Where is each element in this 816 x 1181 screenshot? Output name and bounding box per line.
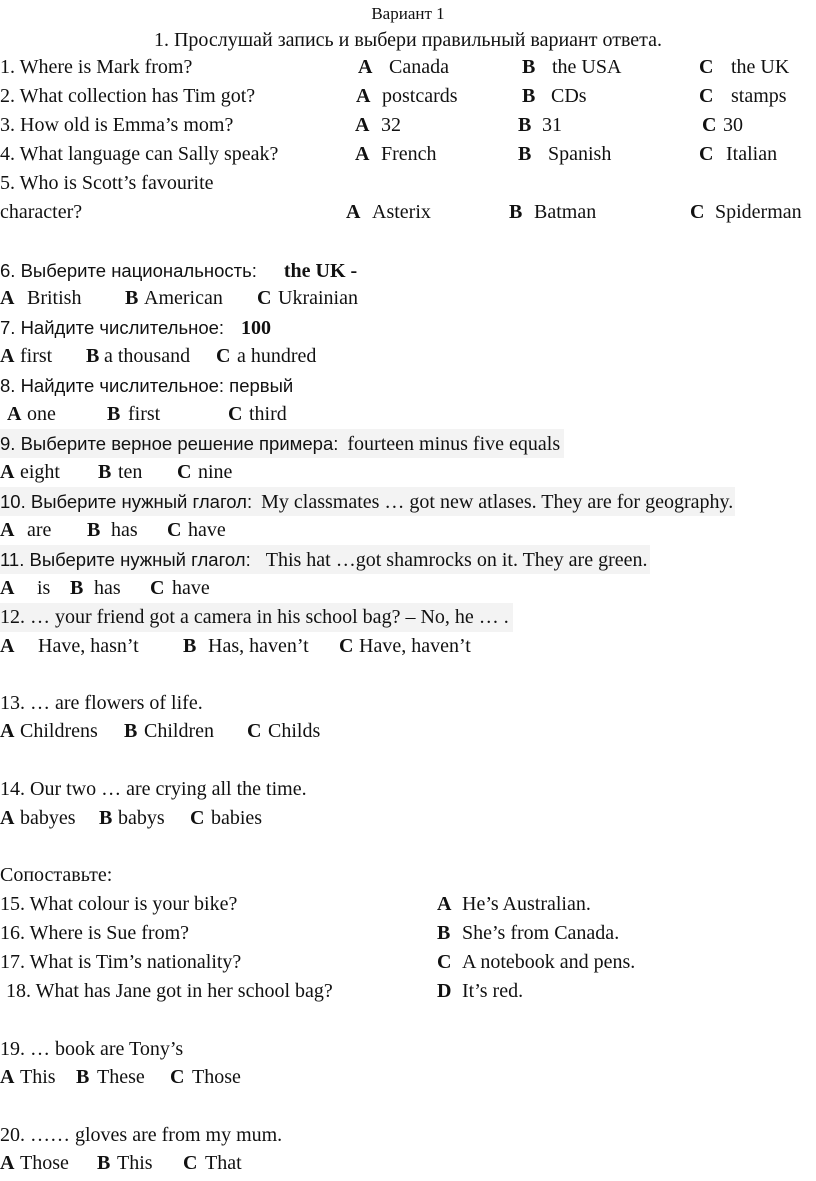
option-b: Spanish bbox=[548, 143, 612, 165]
option-a: French bbox=[381, 143, 437, 165]
option-letter-a: A bbox=[0, 1152, 15, 1174]
option-letter-a: A bbox=[0, 1066, 15, 1088]
option-letter-b: B bbox=[518, 143, 532, 165]
option-letter-c: C bbox=[699, 85, 714, 107]
option-letter-a: A bbox=[0, 345, 15, 367]
option-c: stamps bbox=[731, 85, 787, 107]
option-letter-c: C bbox=[699, 56, 714, 78]
option-c: 30 bbox=[723, 114, 743, 136]
option-a: are bbox=[27, 519, 52, 541]
options-13 bbox=[0, 717, 816, 746]
option-letter-c: C bbox=[183, 1152, 198, 1174]
option-letter-a: A bbox=[0, 577, 15, 599]
match-answer: She’s from Canada. bbox=[462, 922, 620, 944]
question-8: 8. Найдите числительное: первый bbox=[0, 375, 294, 396]
option-c: have bbox=[172, 577, 210, 599]
option-letter-c: C bbox=[190, 807, 205, 829]
question-3 bbox=[0, 111, 816, 140]
option-letter-a: A bbox=[0, 635, 15, 657]
option-c: Those bbox=[192, 1066, 241, 1088]
option-letter-a: A bbox=[0, 807, 15, 829]
question-word: the UK - bbox=[283, 260, 358, 282]
option-a: is bbox=[37, 577, 51, 599]
option-letter-a: A bbox=[0, 720, 15, 742]
option-letter-a: A bbox=[355, 114, 370, 136]
option-letter-a: A bbox=[346, 201, 361, 223]
option-letter-c: C bbox=[150, 577, 165, 599]
option-letter-a: A bbox=[356, 85, 371, 107]
options-8 bbox=[0, 400, 816, 429]
option-c: That bbox=[205, 1152, 242, 1174]
option-letter-a: A bbox=[358, 56, 373, 78]
question-5 bbox=[0, 198, 816, 227]
question-11 bbox=[0, 545, 650, 574]
question-text: 4. What language can Sally speak? bbox=[0, 143, 279, 165]
option-c: babies bbox=[211, 807, 263, 829]
option-b: ten bbox=[118, 461, 143, 483]
option-letter-a: A bbox=[7, 403, 22, 425]
match-row-15 bbox=[0, 890, 816, 919]
option-a: 32 bbox=[381, 114, 401, 136]
option-letter-b: B bbox=[124, 720, 138, 742]
option-c: have bbox=[188, 519, 226, 541]
question-text: 2. What collection has Tim got? bbox=[0, 85, 256, 107]
option-letter-c: C bbox=[167, 519, 182, 541]
option-letter-b: B bbox=[509, 201, 523, 223]
option-a: babyes bbox=[20, 807, 76, 829]
option-b: a thousand bbox=[104, 345, 191, 367]
option-letter-b: B bbox=[87, 519, 101, 541]
option-letter-b: B bbox=[125, 287, 139, 309]
option-a: This bbox=[20, 1066, 56, 1088]
option-b: has bbox=[111, 519, 138, 541]
question-text-en: My classmates … got new atlases. They are for geography. bbox=[261, 491, 734, 513]
option-letter-b: B bbox=[97, 1152, 111, 1174]
question-6 bbox=[0, 256, 357, 285]
question-text-en: fourteen minus five equals bbox=[347, 433, 561, 455]
match-question: 17. What is Tim’s nationality? bbox=[0, 951, 242, 973]
question-13: 13. … are flowers of life. bbox=[0, 692, 203, 714]
option-letter-c: C bbox=[247, 720, 262, 742]
option-b: Batman bbox=[534, 201, 597, 223]
option-letter-b: B bbox=[107, 403, 121, 425]
option-b: American bbox=[144, 287, 223, 309]
option-letter-c: C bbox=[170, 1066, 185, 1088]
options-11 bbox=[0, 574, 816, 603]
options-6 bbox=[0, 284, 816, 313]
options-20 bbox=[0, 1149, 816, 1178]
match-question: 15. What colour is your bike? bbox=[0, 893, 238, 915]
option-letter-a: A bbox=[0, 461, 15, 483]
option-a: one bbox=[27, 403, 56, 425]
option-letter-a: A bbox=[355, 143, 370, 165]
option-letter-c: C bbox=[177, 461, 192, 483]
option-b: the USA bbox=[552, 56, 622, 78]
option-letter-a: A bbox=[0, 287, 15, 309]
option-a: Have, hasn’t bbox=[38, 635, 139, 657]
match-answer: It’s red. bbox=[462, 980, 524, 1002]
question-text-ru: 11. Выберите нужный глагол: bbox=[0, 549, 251, 570]
option-letter-b: B bbox=[522, 85, 536, 107]
match-row-18 bbox=[0, 977, 816, 1006]
option-a: Canada bbox=[389, 56, 449, 78]
question-12: 12. … your friend got a camera in his school bag? – No, he … . bbox=[0, 603, 513, 632]
option-c: the UK bbox=[731, 56, 790, 78]
option-letter-b: B bbox=[76, 1066, 90, 1088]
option-c: nine bbox=[198, 461, 233, 483]
options-9 bbox=[0, 458, 816, 487]
option-b: This bbox=[117, 1152, 153, 1174]
options-19 bbox=[0, 1063, 816, 1092]
option-a: eight bbox=[20, 461, 60, 483]
option-letter-b: B bbox=[183, 635, 197, 657]
section1-title: 1. Прослушай запись и выбери правильный вариант ответа. bbox=[153, 29, 663, 51]
question-text: 3. How old is Emma’s mom? bbox=[0, 114, 234, 136]
question-1 bbox=[0, 53, 816, 82]
match-answer: He’s Australian. bbox=[462, 893, 591, 915]
match-question: 16. Where is Sue from? bbox=[0, 922, 190, 944]
option-letter-c: C bbox=[699, 143, 714, 165]
question-text: 1. Where is Mark from? bbox=[0, 56, 193, 78]
matching-title: Сопоставьте: bbox=[0, 864, 113, 886]
question-text: 7. Найдите числительное: bbox=[0, 317, 225, 338]
option-a: Asterix bbox=[372, 201, 431, 223]
question-2 bbox=[0, 82, 816, 111]
option-c: Ukrainian bbox=[278, 287, 358, 309]
option-a: Those bbox=[20, 1152, 69, 1174]
option-a: first bbox=[20, 345, 53, 367]
option-letter-c: C bbox=[216, 345, 231, 367]
match-question: 18. What has Jane got in her school bag? bbox=[6, 980, 333, 1002]
option-letter-b: B bbox=[518, 114, 532, 136]
question-word: 100 bbox=[241, 317, 272, 339]
option-letter-c: C bbox=[339, 635, 354, 657]
option-a: postcards bbox=[382, 85, 458, 107]
match-letter-d: D bbox=[437, 980, 452, 1002]
question-9 bbox=[0, 429, 564, 458]
option-letter-b: B bbox=[86, 345, 100, 367]
match-row-17 bbox=[0, 948, 816, 977]
question-text-ru: 9. Выберите верное решение примера: bbox=[0, 433, 339, 454]
question-20: 20. …… gloves are from my mum. bbox=[0, 1124, 283, 1146]
question-text: character? bbox=[0, 201, 83, 223]
match-row-16 bbox=[0, 919, 816, 948]
match-letter-b: B bbox=[437, 922, 451, 944]
option-c: a hundred bbox=[237, 345, 317, 367]
question-5-line1: 5. Who is Scott’s favourite bbox=[0, 172, 214, 194]
option-c: Italian bbox=[726, 143, 778, 165]
options-10 bbox=[0, 516, 816, 545]
option-b: babys bbox=[118, 807, 165, 829]
option-c: Have, haven’t bbox=[359, 635, 471, 657]
option-letter-c: C bbox=[257, 287, 272, 309]
match-letter-c: C bbox=[437, 951, 452, 973]
option-b: 31 bbox=[542, 114, 562, 136]
option-letter-b: B bbox=[70, 577, 84, 599]
option-c: Spiderman bbox=[715, 201, 802, 223]
option-b: first bbox=[128, 403, 161, 425]
question-4 bbox=[0, 140, 816, 169]
match-answer: A notebook and pens. bbox=[462, 951, 636, 973]
option-b: Has, haven’t bbox=[208, 635, 309, 657]
option-a: Childrens bbox=[20, 720, 98, 742]
option-b: These bbox=[97, 1066, 145, 1088]
option-b: Children bbox=[144, 720, 214, 742]
options-12 bbox=[0, 632, 816, 661]
option-letter-b: B bbox=[98, 461, 112, 483]
option-b: has bbox=[94, 577, 121, 599]
option-letter-b: B bbox=[99, 807, 113, 829]
question-text: 6. Выберите национальность: bbox=[0, 260, 257, 281]
question-14: 14. Our two … are crying all the time. bbox=[0, 778, 307, 800]
question-19: 19. … book are Tony’s bbox=[0, 1038, 184, 1060]
question-10 bbox=[0, 487, 735, 516]
option-letter-b: B bbox=[522, 56, 536, 78]
option-letter-c: C bbox=[702, 114, 717, 136]
options-7 bbox=[0, 342, 816, 371]
option-letter-a: A bbox=[0, 519, 15, 541]
question-text-ru: 10. Выберите нужный глагол: bbox=[0, 491, 253, 512]
match-letter-a: A bbox=[437, 893, 452, 915]
option-letter-c: C bbox=[690, 201, 705, 223]
option-a: British bbox=[27, 287, 82, 309]
option-letter-c: C bbox=[228, 403, 243, 425]
option-c: third bbox=[249, 403, 287, 425]
option-b: CDs bbox=[551, 85, 587, 107]
option-c: Childs bbox=[268, 720, 321, 742]
variant-header: Вариант 1 bbox=[371, 4, 445, 23]
question-7 bbox=[0, 313, 271, 342]
options-14 bbox=[0, 804, 816, 833]
question-text-en: This hat …got shamrocks on it. They are green. bbox=[265, 549, 648, 571]
